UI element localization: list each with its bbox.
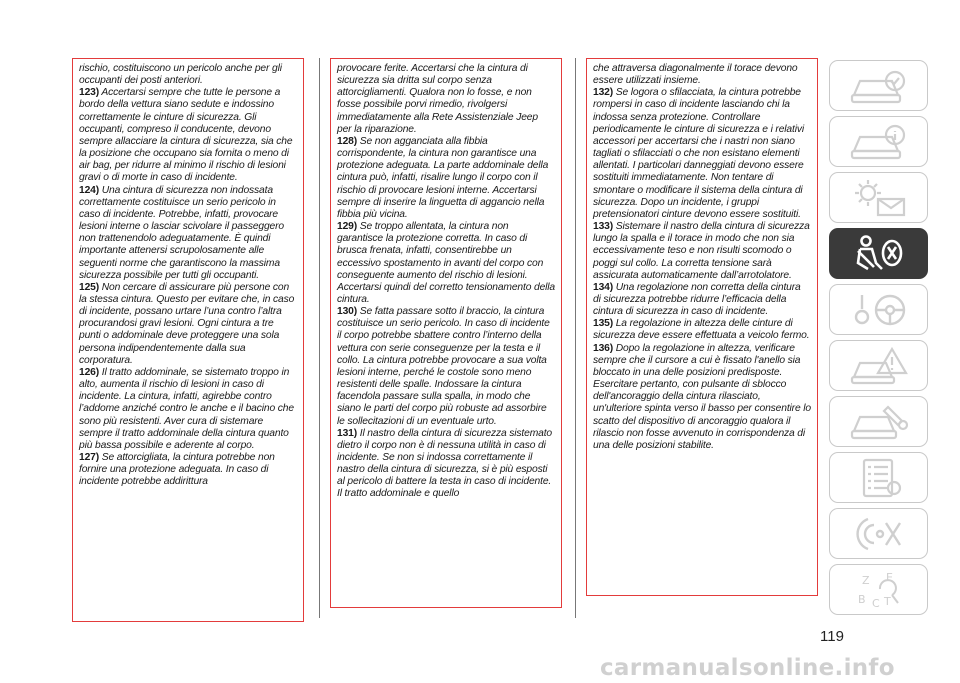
- warning-number: 125): [79, 281, 100, 293]
- sidebar-tab-warning-lights[interactable]: [829, 172, 928, 223]
- warning-paragraph: [79, 282, 297, 367]
- sidebar-tab-emergency[interactable]: [829, 340, 928, 391]
- sidebar-tab-car-info[interactable]: [829, 116, 928, 167]
- warning-paragraph: [593, 87, 811, 221]
- text-column-2: [330, 58, 562, 608]
- sidebar-tab-index[interactable]: [829, 564, 928, 615]
- warning-text: Se logora o sfilacciata, la cintura potrebbe rompersi in caso di incidente lasciando chi la indossa senza protezione. Controllare periodicamente le cinture di sicurezza e i relativi accessori per accertarsi che i nastri non siano tagliati o sfilacciati o che non esistano elementi allentati. I particolari danneggiati devono essere sostituiti immediatamente. Non tentare di smontare o modificare il sistema della cintura di sicurezza. Dopo un incidente, i gruppi pretensionatori cinture devono essere sostituiti.: [593, 87, 804, 220]
- warning-number: 136): [593, 342, 614, 354]
- warning-paragraph: [593, 63, 811, 87]
- warning-paragraph: [79, 452, 297, 488]
- index-letter-b: B: [857, 592, 866, 606]
- warning-text: provocare ferite. Accertarsi che la cintura di sicurezza sia dritta sul corpo senza attorcigliamenti. Qualora non lo fosse, e non fosse possibile porvi rimedio, rivolgersi immediatamente alla Rete Assistenziale Jeep per la riparazione.: [337, 63, 538, 135]
- warning-text: La regolazione in altezza delle cinture di sicurezza deve essere effettuata a veicolo fermo.: [593, 318, 810, 342]
- multimedia-icon: [848, 513, 910, 555]
- warning-text: Il tratto addominale, se sistemato troppo in alto, aumenta il rischio di lesioni in caso di incidente. La cintura, infatti, agirebbe contro l’addome anziché contro le anche e il bacino che sono più resistenti. Aver cura di sistemare sempre il tratto addominale della cintura quanto più bassa possibile e aderente al corpo.: [79, 366, 294, 451]
- index-letter-c: C: [871, 596, 880, 610]
- warning-number: 132): [593, 87, 614, 99]
- warning-paragraph: [593, 318, 811, 342]
- column-divider-1: [319, 58, 320, 618]
- warning-text: rischio, costituiscono un pericolo anche per gli occupanti dei posti anteriori.: [79, 63, 282, 87]
- warning-number: 128): [337, 135, 358, 147]
- warning-paragraph: [593, 221, 811, 282]
- text-column-1: [72, 58, 304, 622]
- index-letter-e: E: [885, 570, 893, 584]
- warning-paragraph: [337, 428, 555, 501]
- warning-number: 135): [593, 318, 614, 330]
- warning-text: Sistemare il nastro della cintura di sicurezza lungo la spalla e il torace in modo che non sia eccessivamente teso e non risulti scomodo o poggi sul collo. La corretta tensione sarà assicurata automaticamente dall’arrotolatore.: [593, 221, 810, 281]
- warning-number: 133): [593, 221, 614, 233]
- sidebar-tab-dashboard[interactable]: [829, 60, 928, 111]
- index-letter-t: T: [883, 594, 891, 608]
- warning-paragraph: [79, 367, 297, 452]
- warning-number: 130): [337, 306, 358, 318]
- column-3-paragraphs: [593, 63, 811, 452]
- column-divider-2: [575, 58, 576, 618]
- warning-number: 123): [79, 87, 100, 99]
- warning-paragraph: [79, 63, 297, 87]
- page-number: 119: [820, 628, 844, 645]
- safety-airbag-icon: [848, 233, 910, 275]
- warning-paragraph: [337, 306, 555, 428]
- car-info-icon: [848, 121, 910, 163]
- warning-number: 127): [79, 452, 100, 463]
- warning-text: Se attorcigliata, la cintura potrebbe non fornire una protezione adeguata. In caso di incidente potrebbe addirittura: [79, 452, 275, 488]
- warning-paragraph: [593, 343, 811, 452]
- text-column-3: [586, 58, 818, 596]
- sidebar-tab-technical-data[interactable]: [829, 452, 928, 503]
- warning-number: 129): [337, 221, 358, 233]
- warning-number: 134): [593, 281, 614, 293]
- index-letter-z: Z: [861, 573, 870, 587]
- warning-number: 126): [79, 366, 100, 378]
- warning-text: che attraversa diagonalmente il torace devono essere utilizzati insieme.: [593, 63, 798, 87]
- warning-text: Non cercare di assicurare più persone con la stessa cintura. Questo per evitare che, in caso di incidente, possano urtare l’una contro l’altra procurandosi gravi lesioni. Ogni cintura a tre punti o addominale deve proteggere una sola persona indipendentemente dalla sua corporatura.: [79, 281, 295, 366]
- warning-text: Se fatta passare sotto il braccio, la cintura costituisce un serio pericolo. In caso di incidente il corpo potrebbe sbattere contro l’interno della vettura con serie conseguenze per la testa e il collo. La cintura potrebbe provocare a sua volta lesioni interne, perché le costole sono meno resistenti delle spalle. Indossare la cintura facendola passare sulla spalla, in modo che siano le parti del corpo più robuste ad assorbire le sollecitazioni di un eventuale urto.: [337, 306, 550, 427]
- warning-number: 131): [337, 427, 358, 439]
- warning-text: Accertarsi sempre che tutte le persone a bordo della vettura siano sedute e indossino correttamente le cinture di sicurezza. Gli occupanti, compreso il conducente, devono sempre allacciare la cintura di sicurezza, sia che la posizione che occupano sia fornita o meno di air bag, per ridurre al minimo il rischio di lesioni gravi o di morte in caso di incidente.: [79, 87, 293, 184]
- sidebar-tab-safety[interactable]: [829, 228, 928, 279]
- warning-paragraph: [337, 221, 555, 306]
- warning-text: Dopo la regolazione in altezza, verificare sempre che il cursore a cui è fissato l'anello sia bloccato in una delle posizioni predisposte. Esercitare pertanto, con pulsante di sblocco dell'ancoraggio della cintura rilasciato, un'ulteriore spinta verso il basso per consentire lo scatto del dispositivo di ancoraggio qualora il rilascio non fosse avvenuto in corrispondenza di una delle posizioni stabilite.: [593, 342, 811, 451]
- warning-text: Se troppo allentata, la cintura non garantisce la protezione corretta. In caso di brusca frenata, infatti, consentirebbe un eccessivo spostamento in avanti del corpo con conseguente aumento del rischio di lesioni. Accertarsi quindi del corretto tensionamento della cintura.: [337, 221, 556, 305]
- warning-text: Il nastro della cintura di sicurezza sistemato dietro il corpo non è di nessuna utilità in caso di incidente. Se non si indossa correttamente il nastro della cintura di sicurezza, si è più esposti al pericolo di battere la testa in caso di incidente. Il tratto addominale e quello: [337, 427, 552, 500]
- sidebar-tab-multimedia[interactable]: [829, 508, 928, 559]
- warning-paragraph: [593, 282, 811, 318]
- column-1-paragraphs: [79, 63, 297, 488]
- warning-paragraph: [337, 136, 555, 221]
- column-2-paragraphs: [337, 63, 555, 501]
- warning-text: Se non agganciata alla fibbia corrispondente, la cintura non garantisce una protezione adeguata. La parte addominale della cintura può, infatti, risalire lungo il corpo con il rischio di provocare lesioni interne. Accertarsi sempre di inserire la linguetta di aggancio nella fibbia più vicina.: [337, 135, 549, 220]
- warning-text: Una cintura di sicurezza non indossata correttamente costituisce un serio pericolo in caso di incidente. Potrebbe, infatti, provocare lesioni interne o lasciar scivolare il passeggero non trattenendolo adeguatamente. È quindi importante attenersi scrupolosamente alle seguenti norme che garantiscono la massima sicurezza possibile per tutti gli occupanti.: [79, 184, 284, 281]
- sidebar-tab-maintenance[interactable]: [829, 396, 928, 447]
- starting-driving-icon: [848, 289, 910, 331]
- warning-text: Una regolazione non corretta della cintura di sicurezza potrebbe ridurre l’efficacia della cintura di sicurezza in caso di incidente.: [593, 281, 801, 318]
- warning-lights-icon: [848, 177, 910, 219]
- technical-data-icon: [848, 457, 910, 499]
- emergency-icon: [848, 345, 910, 387]
- sidebar-tab-starting-driving[interactable]: [829, 284, 928, 335]
- warning-number: 124): [79, 184, 100, 196]
- index-icon: [848, 569, 910, 611]
- warning-paragraph: [79, 87, 297, 184]
- watermark: carmanualsonline.info: [600, 655, 895, 681]
- warning-paragraph: [337, 63, 555, 136]
- car-dashboard-icon: [848, 65, 910, 107]
- maintenance-icon: [848, 401, 910, 443]
- warning-paragraph: [79, 185, 297, 282]
